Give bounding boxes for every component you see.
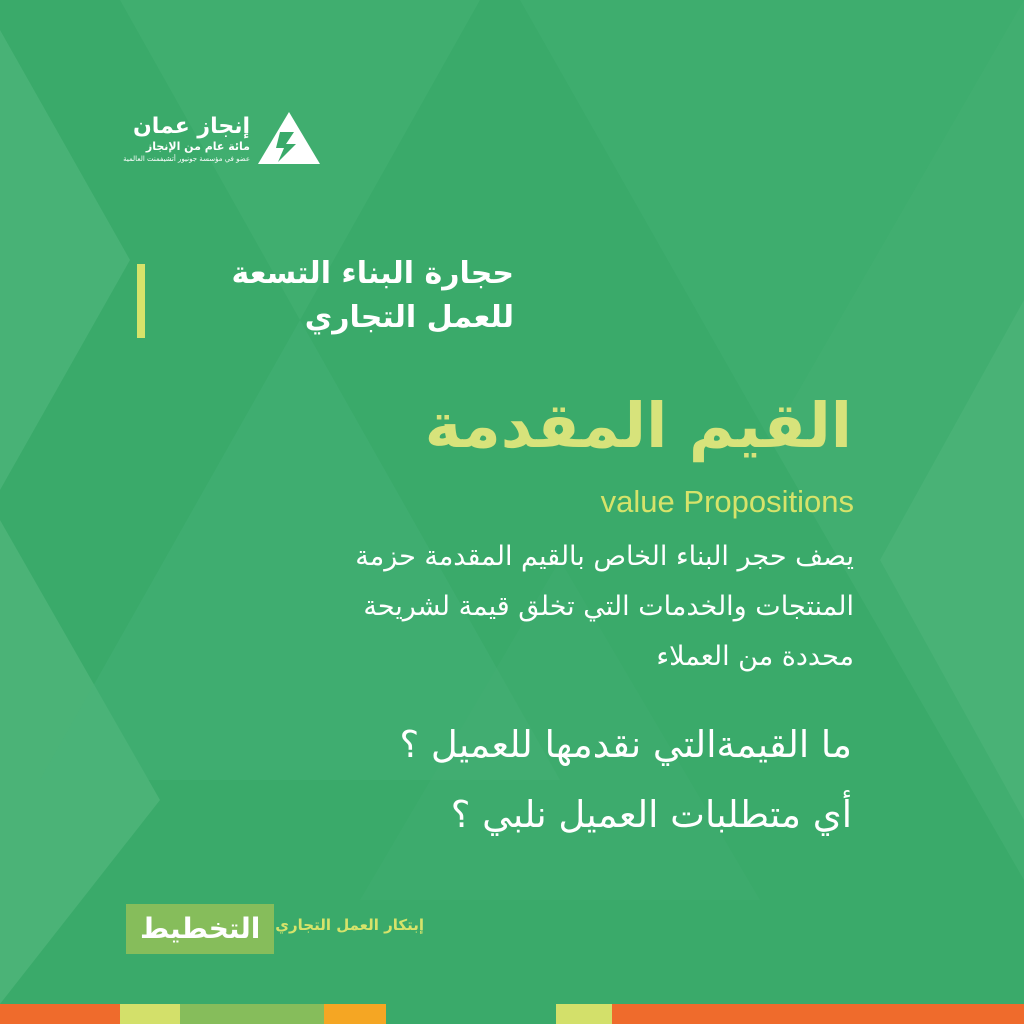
rising-arrow-triangle-icon xyxy=(258,112,320,164)
strip-segment xyxy=(556,1004,612,1024)
strip-segment xyxy=(612,1004,1024,1024)
topic-line-1: حجارة البناء التسعة xyxy=(231,256,514,291)
logo-tagline: مائة عام من الإنجاز xyxy=(145,140,250,153)
question-line-1: ما القيمةالتي نقدمها للعميل ؟ xyxy=(399,723,852,766)
description-line-1: يصف حجر البناء الخاص بالقيم المقدمة حزمة xyxy=(355,541,854,572)
description xyxy=(154,532,854,682)
page-subtitle: value Propositions xyxy=(600,484,854,519)
strip-segment xyxy=(180,1004,324,1024)
topic-accent-bar xyxy=(137,264,145,338)
logo-subline: عضو في مؤسسة جونيور أتشيفمنت العالمية xyxy=(123,155,250,163)
topic-line-2: للعمل التجاري xyxy=(304,300,514,335)
topic-heading xyxy=(232,252,514,340)
question-line-2: أي متطلبات العميل نلبي ؟ xyxy=(450,793,852,836)
questions xyxy=(132,710,852,850)
description-line-2: المنتجات والخدمات التي تخلق قيمة لشريحة xyxy=(363,591,854,622)
category-badge: التخطيط xyxy=(126,904,274,954)
description-line-3: محددة من العملاء xyxy=(656,641,854,672)
strip-segment xyxy=(324,1004,386,1024)
footer-label: إبتكار العمل التجاري xyxy=(275,916,424,934)
strip-segment xyxy=(120,1004,180,1024)
enjaz-logo xyxy=(120,100,320,170)
strip-segment xyxy=(386,1004,556,1024)
logo-name: إنجاز عمان xyxy=(132,114,250,139)
page-title: القيم المقدمة xyxy=(424,389,852,462)
bottom-color-strip xyxy=(0,1004,1024,1024)
strip-segment xyxy=(0,1004,120,1024)
